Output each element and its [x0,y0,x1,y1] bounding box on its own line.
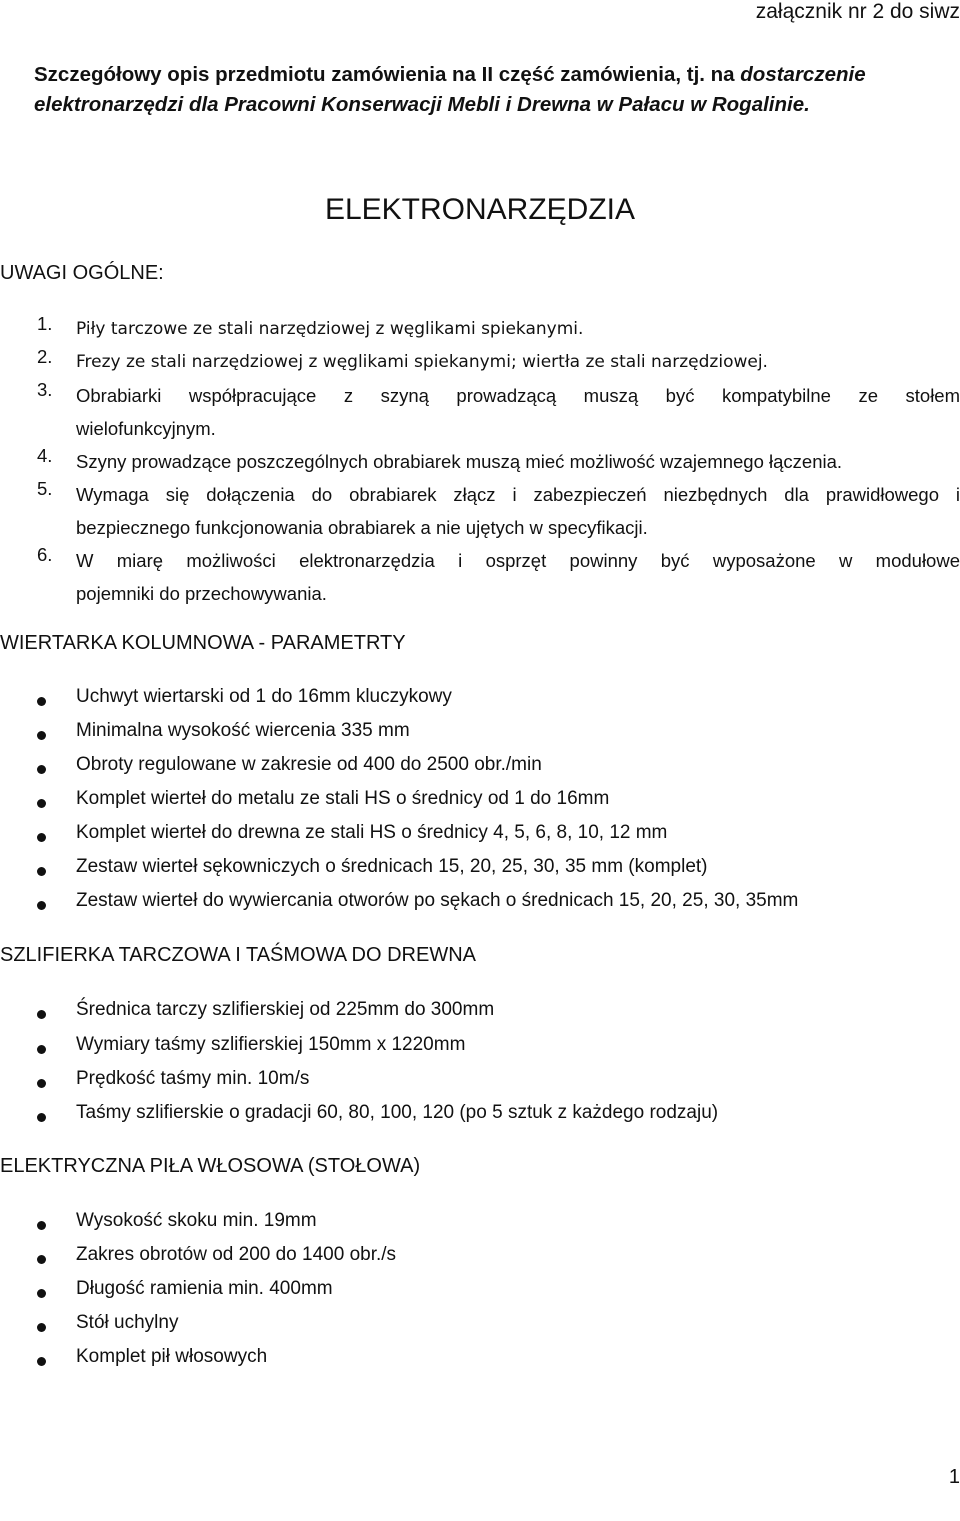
page-number: 1 [948,1466,960,1488]
list-item-text: Obroty regulowane w zakresie od 400 do 2500 obr./min [76,754,542,775]
list-item [0,856,960,886]
bullet-icon [37,765,46,774]
bullet-icon [37,901,46,910]
list-item [0,788,960,818]
section-title-drill-press: WIERTARKA KOLUMNOWA - PARAMETRTY [0,632,406,654]
bullet-icon [37,1010,46,1019]
list-item-text: Taśmy szlifierskie o gradacji 60, 80, 100, 120 (po 5 sztuk z każdego rodzaju) [76,1102,719,1123]
note-line-1: Piły tarczowe ze stali narzędziowej z węglikami spiekanymi. [76,319,584,339]
list-item [0,822,960,852]
bullet-icon [37,1323,46,1332]
note-number: 5. [37,478,53,499]
note-line-2: wielofunkcyjnym. [76,418,216,439]
note-line-1: Wymaga się dołączenia do obrabiarek złącz i zabezpieczeń niezbędnych dla prawidłowego i [76,484,960,505]
note-number: 3. [37,379,53,400]
bullet-icon [37,1357,46,1366]
list-item [0,1210,960,1240]
list-item-text: Uchwyt wiertarski od 1 do 16mm kluczykowy [76,686,452,707]
list-item [0,1102,960,1132]
bullet-icon [37,697,46,706]
bullet-icon [37,833,46,842]
list-item [0,720,960,750]
bullet-icon [37,1221,46,1230]
title-part-2: dostarczenie elektronarzędzi dla Pracowni Konserwacji Mebli i Drewna w Pałacu w Rogalinie. [34,63,866,116]
list-item-text: Zestaw wierteł sękowniczych o średnicach 15, 20, 25, 30, 35 mm (komplet) [76,856,708,877]
bullet-icon [37,799,46,808]
list-item [0,999,960,1029]
bullet-icon [37,867,46,876]
bullet-icon [37,1289,46,1298]
list-item-text: Minimalna wysokość wiercenia 335 mm [76,720,410,741]
note-line-1: Szyny prowadzące poszczególnych obrabiarek muszą mieć możliwość wzajemnego łączenia. [76,451,843,472]
title-part-1: Szczegółowy opis przedmiotu zamówienia na II część zamówienia, tj. na [34,63,741,86]
list-item-text: Prędkość taśmy min. 10m/s [76,1068,310,1089]
list-item-text: Zestaw wierteł do wywiercania otworów po sękach o średnicach 15, 20, 25, 30, 35mm [76,890,799,911]
list-item-text: Wysokość skoku min. 19mm [76,1210,317,1231]
main-heading: ELEKTRONARZĘDZIA [324,193,636,226]
note-text [76,544,960,610]
bullet-icon [37,731,46,740]
note-text [76,313,960,346]
list-item [0,1068,960,1098]
note-text [76,379,960,445]
note-number: 2. [37,346,53,367]
bullet-icon [37,1113,46,1122]
list-item [0,686,960,716]
note-line-1: W miarę możliwości elektronarzędzia i osprzęt powinny być wyposażone w modułowe [76,550,960,571]
list-item [0,1312,960,1342]
note-number: 1. [37,313,53,334]
list-item-text: Długość ramienia min. 400mm [76,1278,333,1299]
list-item [0,1244,960,1274]
list-item-text: Wymiary taśmy szlifierskiej 150mm x 1220mm [76,1034,466,1055]
document-title [34,60,954,120]
section-title-scroll-saw: ELEKTRYCZNA PIŁA WŁOSOWA (STOŁOWA) [0,1155,421,1177]
note-line-1: Obrabiarki współpracujące z szyną prowadzącą muszą być kompatybilne ze stołem [76,385,960,406]
note-line-1: Frezy ze stali narzędziowej z węglikami spiekanymi; wiertła ze stali narzędziowej. [76,352,768,372]
list-item-text: Średnica tarczy szlifierskiej od 225mm do 300mm [76,999,495,1020]
bullet-icon [37,1255,46,1264]
list-item [0,1346,960,1376]
list-item [0,754,960,784]
note-number: 4. [37,445,53,466]
note-item [0,445,960,475]
list-item-text: Stół uchylny [76,1312,179,1333]
note-item [0,478,960,538]
note-text [76,346,960,379]
list-item [0,1278,960,1308]
note-item [0,379,960,439]
list-item [0,1034,960,1064]
list-item-text: Komplet wierteł do metalu ze stali HS o średnicy od 1 do 16mm [76,788,610,809]
annex-label: załącznik nr 2 do siwz [755,0,960,23]
bullet-icon [37,1079,46,1088]
note-line-2: bezpiecznego funkcjonowania obrabiarek a nie ujętych w specyfikacji. [76,517,648,538]
bullet-icon [37,1045,46,1054]
general-notes-label: UWAGI OGÓLNE: [0,262,164,284]
note-item [0,346,960,376]
list-item-text: Komplet wierteł do drewna ze stali HS o średnicy 4, 5, 6, 8, 10, 12 mm [76,822,668,843]
note-text [76,445,960,478]
note-number: 6. [37,544,53,565]
list-item-text: Komplet pił włosowych [76,1346,268,1367]
note-line-2: pojemniki do przechowywania. [76,583,327,604]
list-item [0,890,960,920]
note-item [0,313,960,343]
note-text [76,478,960,544]
section-title-sander: SZLIFIERKA TARCZOWA I TAŚMOWA DO DREWNA [0,944,476,966]
list-item-text: Zakres obrotów od 200 do 1400 obr./s [76,1244,397,1265]
note-item [0,544,960,604]
